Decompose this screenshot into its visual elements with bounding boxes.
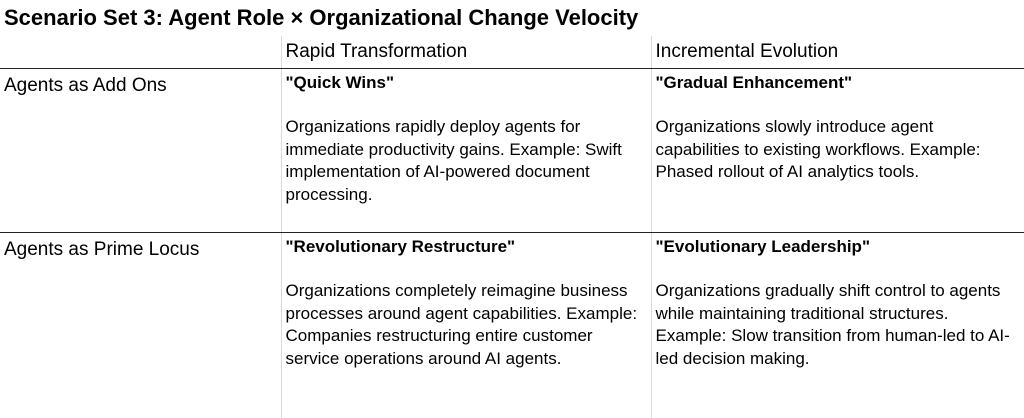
scenario-cell-gradual-enhancement: [651, 69, 1024, 233]
scenario-description: Organizations completely reimagine business processes around agent capabilities. Example: Companies restructuring entire customer service operations around AI agents.: [285, 281, 638, 368]
table-row: [0, 69, 1024, 233]
scenario-cell-quick-wins: [281, 69, 651, 233]
scenario-description: Organizations gradually shift control to agents while maintaining traditional structures. Example: Slow transition from human-led to AI-led decision making.: [655, 281, 1010, 368]
scenario-cell-evolutionary-leadership: [651, 233, 1024, 418]
scenario-title: "Revolutionary Restructure": [285, 237, 516, 256]
table-title: Scenario Set 3: Agent Role × Organizational Change Velocity: [4, 5, 639, 30]
column-header-incremental: [651, 36, 1024, 69]
scenario-description: Organizations slowly introduce agent capabilities to existing workflows. Example: Phased rollout of AI analytics tools.: [655, 117, 981, 181]
row-header-prime-locus: [0, 233, 281, 418]
table-row: [0, 233, 1024, 418]
row-header-label: Agents as Prime Locus: [4, 239, 200, 260]
row-header-label: Agents as Add Ons: [4, 75, 167, 96]
column-header-rapid: [281, 36, 651, 69]
column-header-label: Incremental Evolution: [655, 41, 839, 62]
header-row: [0, 36, 1024, 69]
column-header-label: Rapid Transformation: [285, 41, 468, 62]
corner-cell: [0, 36, 281, 69]
scenario-grid: [0, 36, 1024, 418]
row-header-add-ons: [0, 69, 281, 233]
scenario-title: "Quick Wins": [285, 73, 395, 92]
scenario-cell-revolutionary-restructure: [281, 233, 651, 418]
scenario-title: "Gradual Enhancement": [655, 73, 853, 92]
scenario-description: Organizations rapidly deploy agents for immediate productivity gains. Example: Swift implementation of AI-powered document processing.: [285, 117, 622, 204]
scenario-title: "Evolutionary Leadership": [655, 237, 871, 256]
